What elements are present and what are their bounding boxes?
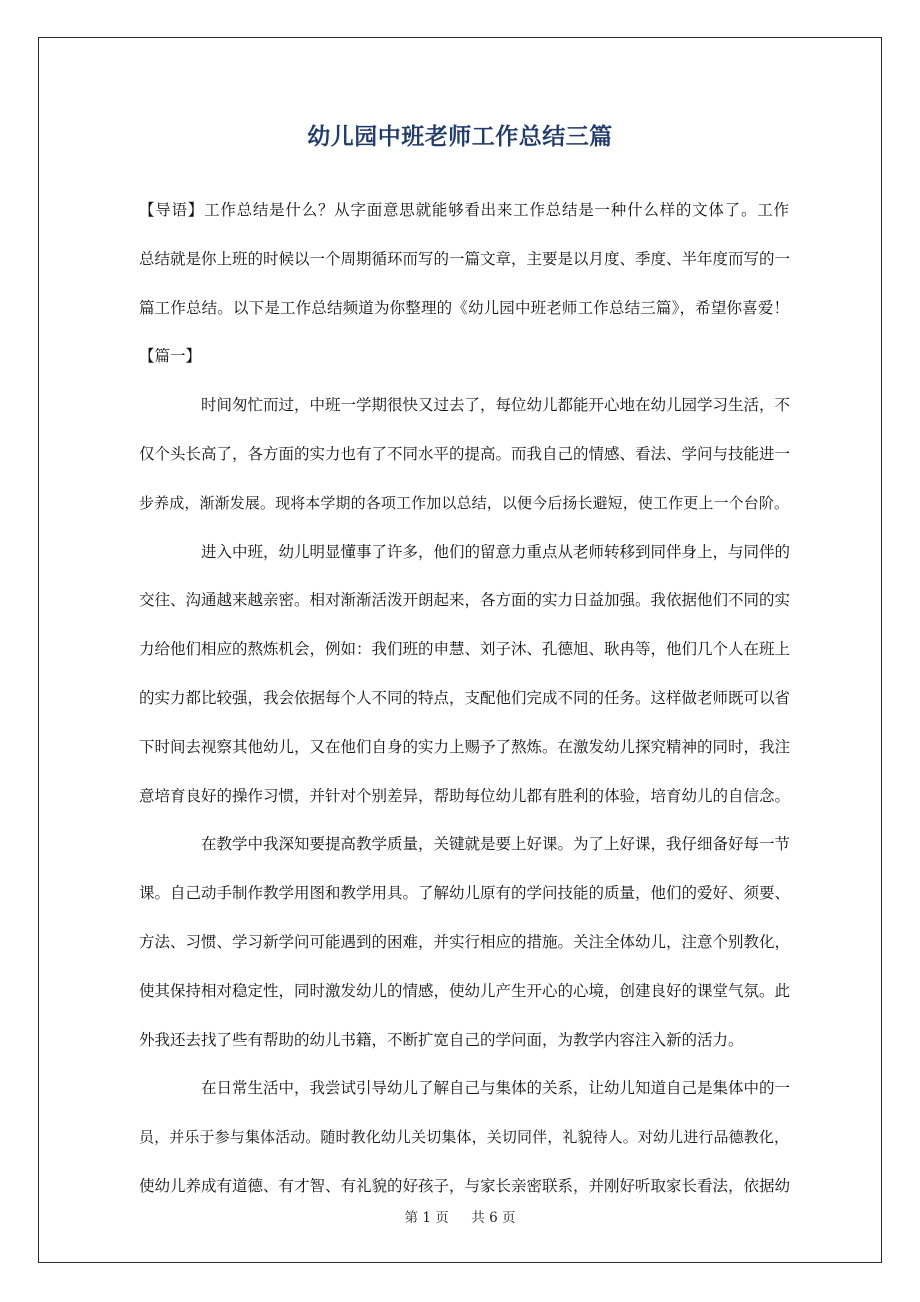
total-pages: 共 6 页 [471, 1210, 516, 1226]
text-line: 【导语】工作总结是什么？从字面意思就能够看出来工作总结是一种什么样的文体了。工作 [139, 201, 789, 219]
text-line: 使其保持相对稳定性，同时激发幼儿的情感，使幼儿产生开心的心境，创建良好的课堂气氛。此 [139, 981, 791, 1000]
page-footer [0, 1206, 920, 1226]
text-line: 力给他们相应的熬炼机会，例如：我们班的申慧、刘子沐、孔德旭、耿冉等，他们几个人在班上 [139, 640, 791, 659]
text-line: 下时间去视察其他幼儿，又在他们自身的实力上赐予了熬炼。在激发幼儿探究精神的同时，我注 [139, 737, 791, 756]
document-body [139, 193, 789, 1218]
page-number: 第 1 页 [404, 1210, 449, 1226]
text-line: 课。自己动手制作教学用图和教学用具。了解幼儿原有的学问技能的质量，他们的爱好、须要、 [139, 884, 791, 903]
text-line: 的实力都比较强，我会依据每个人不同的特点，支配他们完成不同的任务。这样做老师既可以省 [139, 688, 791, 707]
text-line: 交往、沟通越来越亲密。相对渐渐活泼开朗起来，各方面的实力日益加强。我依据他们不同的实 [139, 591, 791, 610]
text-line: 时间匆忙而过，中班一学期很快又过去了，每位幼儿都能开心地在幼儿园学习生活，不 [201, 396, 791, 415]
text-line: 进入中班，幼儿明显懂事了许多，他们的留意力重点从老师转移到同伴身上，与同伴的 [201, 542, 791, 561]
text-line: 意培育良好的操作习惯，并针对个别差异，帮助每位幼儿都有胜利的体验，培育幼儿的自信念。 [139, 786, 791, 805]
text-line: 外我还去找了些有帮助的幼儿书籍，不断扩宽自己的学问面，为教学内容注入新的活力。 [139, 1030, 744, 1049]
text-line: 方法、习惯、学习新学问可能遇到的困难，并实行相应的措施。关注全体幼儿，注意个别教化， [139, 932, 791, 951]
text-line: 员，并乐于参与集体活动。随时教化幼儿关切集体，关切同伴，礼貌待人。对幼儿进行品德教化， [139, 1128, 789, 1147]
text-line: 篇工作总结。以下是工作总结频道为你整理的《幼儿园中班老师工作总结三篇》，希望你喜爱！ [139, 298, 789, 317]
text-line: 在教学中我深知要提高教学质量，关键就是要上好课。为了上好课，我仔细备好每一节 [201, 835, 791, 854]
text-line: 总结就是你上班的时候以一个周期循环而写的一篇文章，主要是以月度、季度、半年度而写的一 [139, 249, 791, 268]
document-title: 幼儿园中班老师工作总结三篇 [307, 124, 613, 150]
text-line: 仅个头长高了，各方面的实力也有了不同水平的提高。而我自己的情感、看法、学问与技能进一 [139, 444, 791, 463]
section-heading: 【篇一】 [139, 347, 202, 366]
text-line: 步养成，渐渐发展。现将本学期的各项工作加以总结，以便今后扬长避短，使工作更上一个台阶。 [139, 493, 789, 512]
text-line: 使幼儿养成有道德、有才智、有礼貌的好孩子，与家长亲密联系，并刚好听取家长看法，依据幼 [139, 1176, 791, 1195]
text-line: 在日常生活中，我尝试引导幼儿了解自己与集体的关系，让幼儿知道自己是集体中的一 [201, 1079, 791, 1098]
